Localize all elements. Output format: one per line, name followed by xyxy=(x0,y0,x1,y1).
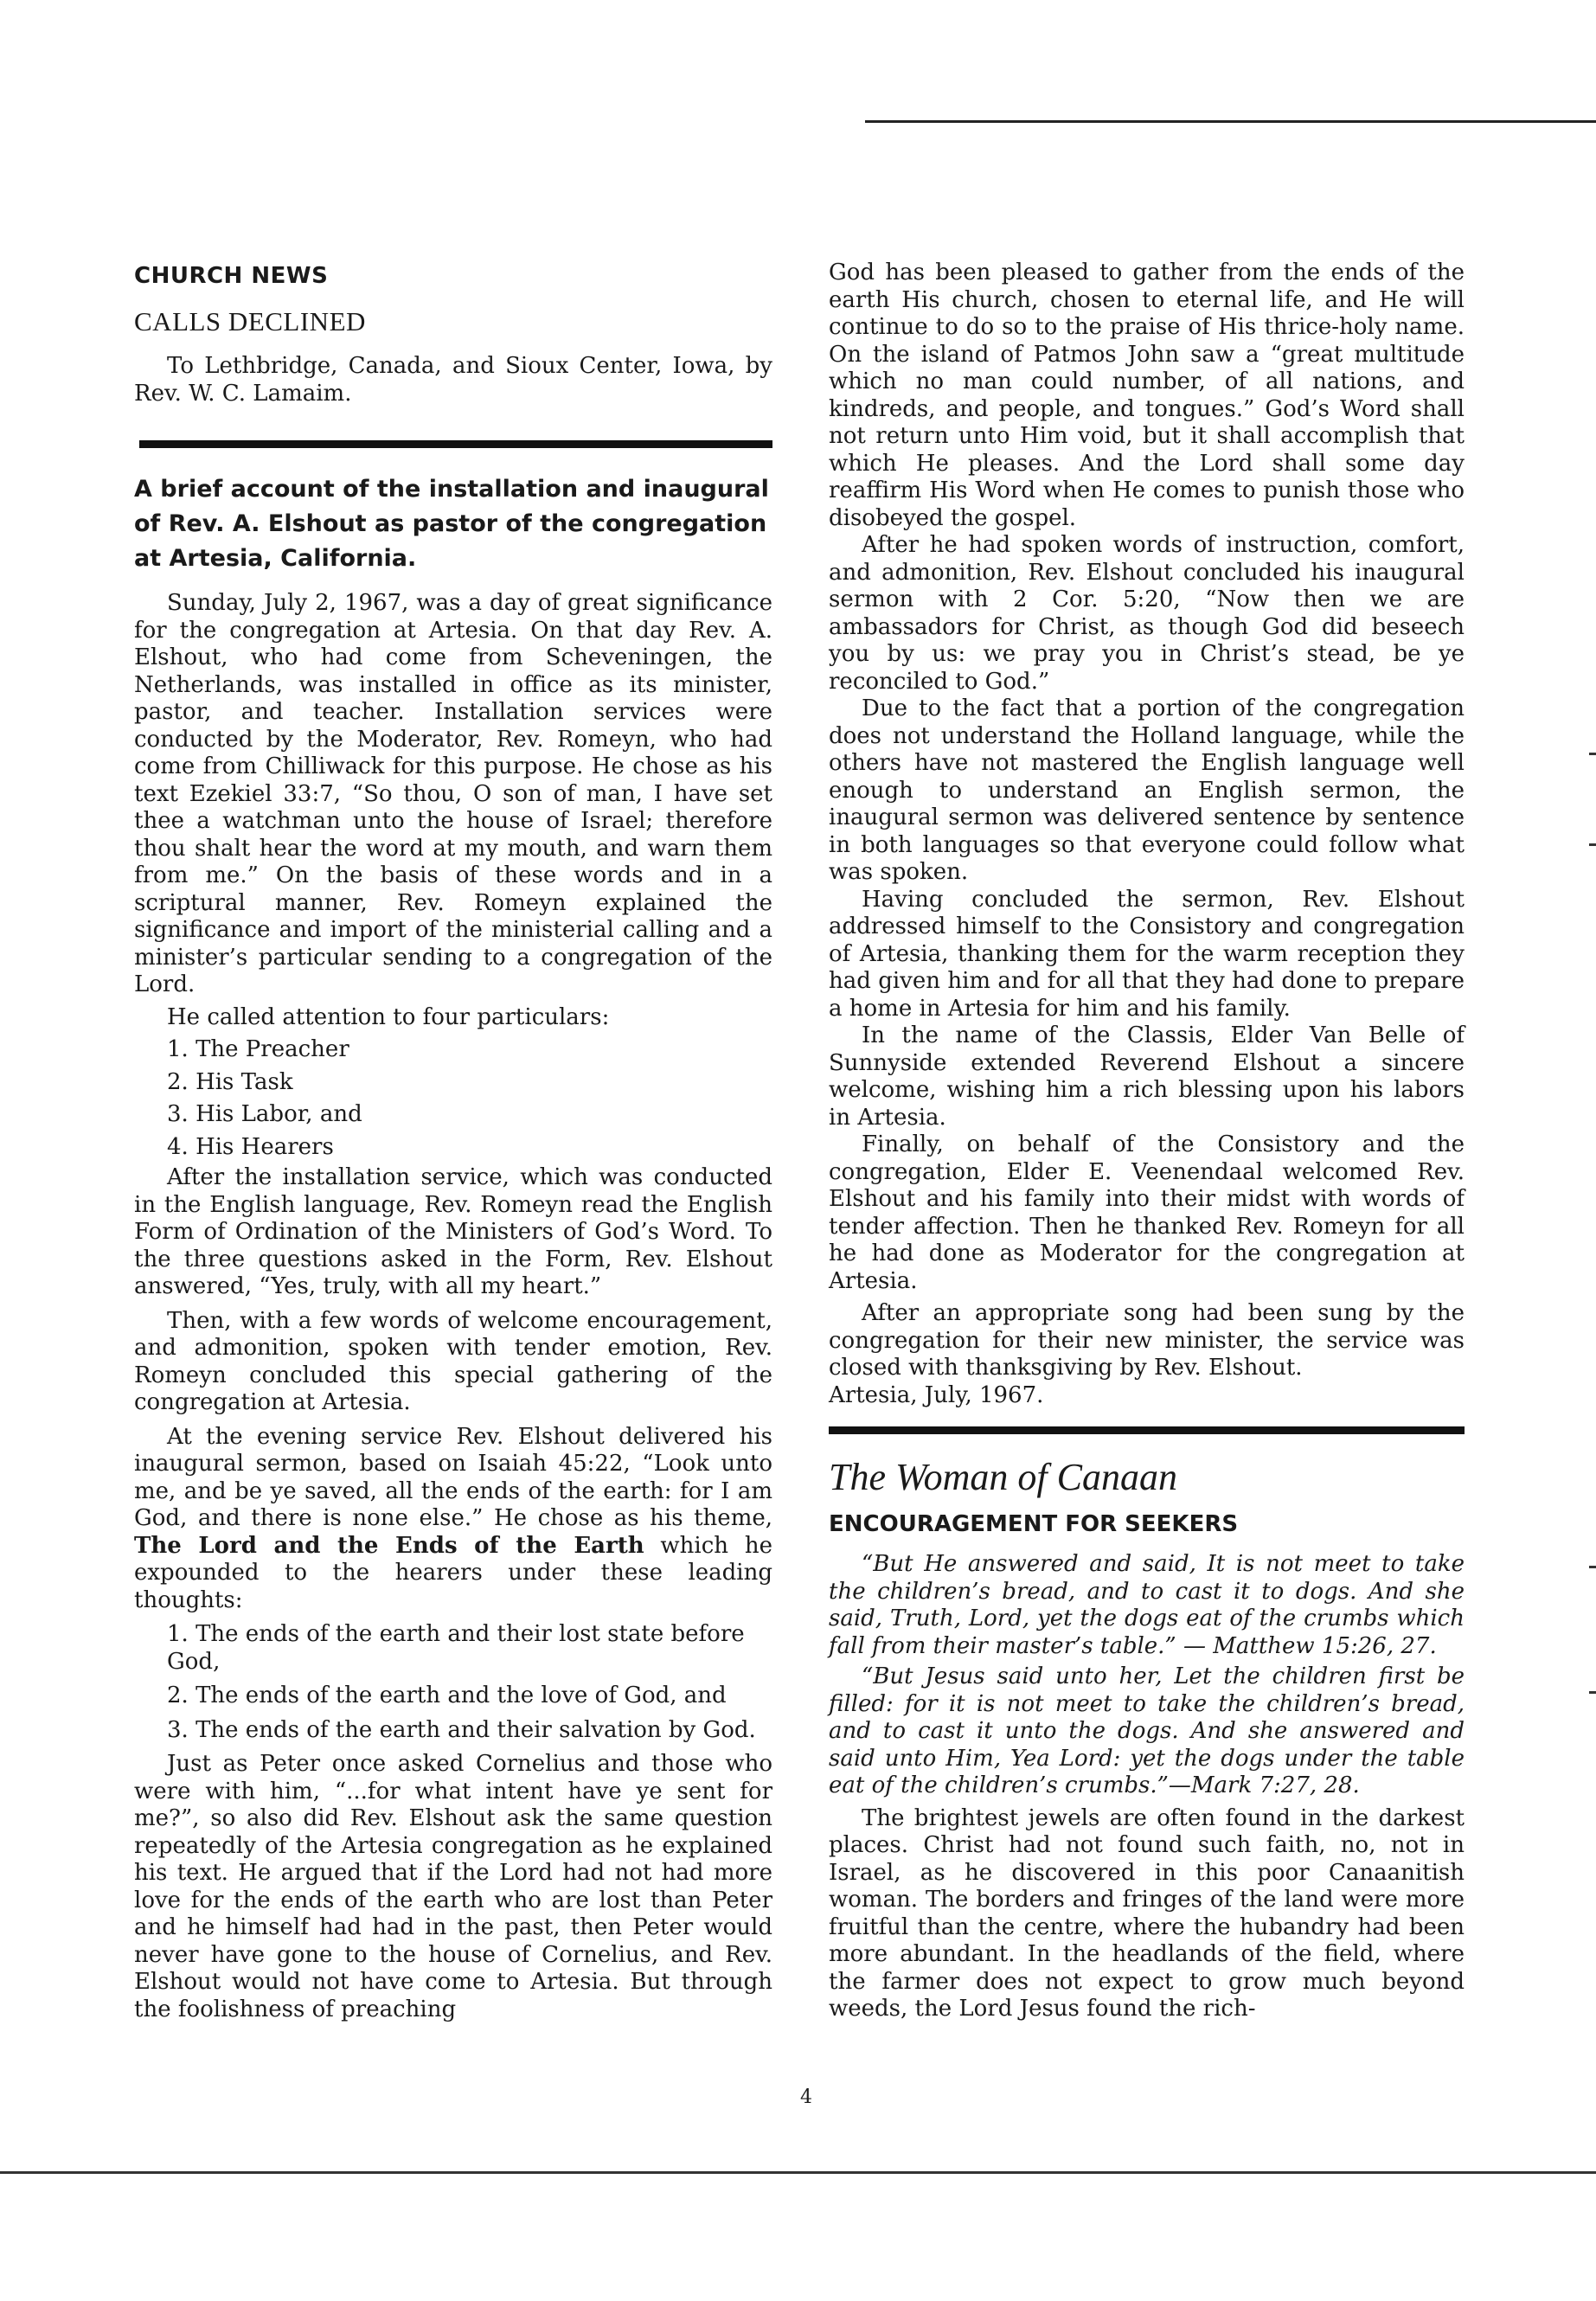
list-item: 1. The ends of the earth and their lost state before God, xyxy=(167,1621,745,1675)
edge-mark xyxy=(1589,1691,1596,1694)
paragraph: God has been pleased to gather from the ends of the earth His church, chosen to eternal life, and He will continue to do so to the praise of His thrice-holy name. On the island of Patmos John saw a “great multitude which no man could number, of all nations, and kindreds, and people, and tongues.” God’s Word shall not return unto Him void, but it shall accomplish that which He pleases. And the Lord shall some day reaffirm His Word when He comes to punish those who disobeyed the gospel. xyxy=(829,260,1465,531)
right-column xyxy=(829,260,1465,2023)
paragraph: After he had spoken words of instruction, comfort, and admonition, Rev. Elshout concluded his inaugural sermon with 2 Cor. 5:20, “Now then we are ambassadors for Christ, as though God did beseech you by us: we pray you in Christ’s stead, be ye reconciled to God.” xyxy=(829,532,1465,695)
dateline: Artesia, July, 1967. xyxy=(829,1381,1044,1408)
divider xyxy=(829,1426,1465,1434)
top-rule xyxy=(865,120,1596,123)
paragraph: Just as Peter once asked Cornelius and those who were with him, “...for what intent have ye sent for me?”, so also did Rev. Elshout ask the same question repeatedly of the Artesia congregation as he explained his text. He argued that if the Lord had not had more love for the ends of the earth who are lost than Peter and he himself had had in the past, then Peter would never have gone to the house of Cornelius, and Rev. Elshout would not have come to Artesia. But through the foolishness of preaching xyxy=(134,1751,772,2022)
list-item: 3. The ends of the earth and their salvation by God. xyxy=(167,1716,756,1743)
section-header-church-news: CHURCH NEWS xyxy=(134,263,329,289)
list-item: 4. His Hearers xyxy=(167,1133,334,1160)
paragraph: The brightest jewels are often found in the darkest places. Christ had not found such faith, no, not in Israel, as he discovered in this poor Canaanitish woman. The borders and fringes of the land were more fruitful than the centre, where the hubandry had been more abundant. In the headlands of the field, where the farmer does not expect to grow much beyond weeds, the Lord Jesus found the rich- xyxy=(829,1804,1465,2022)
feature-title: The Woman of Canaan xyxy=(829,1456,1177,1498)
scripture-quote: “But Jesus said unto her, Let the children first be filled: for it is not meet to take the children’s bread, and to cast it unto the dogs. And she answered and said unto Him, Yea Lord: yet the dogs under the table eat of the children’s crumbs.”—Mark 7:27, 28. xyxy=(829,1663,1465,1798)
divider xyxy=(139,440,772,448)
paragraph: Sunday, July 2, 1967, was a day of great significance for the congregation at Artesia. On that day Rev. A. Elshout, who had come from Scheveningen, the Netherlands, was installed in office as its minister, pastor, and teacher. Installation services were conducted by the Moderator, Rev. Romeyn, who had come from Chilliwack for this purpose. He chose as his text Ezekiel 33:7, “So thou, O son of man, I have set thee a watchman unto the house of Israel; therefore thou shalt hear the word at my mouth, and warn them from me.” On the basis of these words and in a scriptural manner, Rev. Romeyn explained the significance and import of the ministerial calling and a minister’s particular sending to a congregation of the Lord. xyxy=(134,590,772,997)
paragraph: Having concluded the sermon, Rev. Elshout addressed himself to the Consistory and congregation of Artesia, thanking them for the warm reception they had given him and for all that they had done to prepare a home in Artesia for him and his family. xyxy=(829,886,1465,1022)
list-item: 2. The ends of the earth and the love of God, and xyxy=(167,1682,727,1708)
paragraph: He called attention to four particulars: xyxy=(167,1003,610,1030)
list-item: 2. His Task xyxy=(167,1068,293,1095)
edge-mark xyxy=(1589,1566,1596,1568)
paragraph: Then, with a few words of welcome encouragement, and admonition, spoken with tender emotion, Rev. Romeyn concluded this special gathering of the congregation at Artesia. xyxy=(134,1307,772,1415)
paragraph: Finally, on behalf of the Consistory and the congregation, Elder E. Veenendaal welcomed Rev. Elshout and his family into their midst with words of tender affection. Then he thanked Rev. Romeyn for all he had done as Moderator for the congregation at Artesia. xyxy=(829,1131,1465,1294)
paragraph-text: At the evening service Rev. Elshout delivered his inaugural sermon, based on Isaiah 45:22, “Look unto me, and be ye saved, all the ends of the earth: for I am God, and there is none else.” He chose as his theme, xyxy=(134,1423,772,1531)
paragraph-text: which he expounded to the hearers under these leading thoughts: xyxy=(134,1532,772,1613)
calls-declined-heading: CALLS DECLINED xyxy=(134,306,366,336)
paragraph: Due to the fact that a portion of the congregation does not understand the Holland language, while the others have not mastered the English language well enough to understand an English sermon, the inaugural sermon was delivered sentence by sentence in both languages so that everyone could follow what was spoken. xyxy=(829,695,1465,885)
feature-subtitle: ENCOURAGEMENT FOR SEEKERS xyxy=(829,1511,1239,1537)
paragraph: After an appropriate song had been sung by the congregation for their new minister, the service was closed with thanksgiving by Rev. Elshout. xyxy=(829,1300,1465,1381)
bottom-rule xyxy=(0,2171,1596,2174)
list-item: 1. The Preacher xyxy=(167,1036,349,1062)
article-title: A brief account of the installation and inaugural of Rev. A. Elshout as pastor of the congregation at Artesia, California. xyxy=(134,476,769,572)
edge-mark xyxy=(1589,843,1596,846)
edge-mark xyxy=(1589,753,1596,755)
sermon-theme: The Lord and the Ends of the Earth xyxy=(134,1532,644,1559)
calls-declined-text: To Lethbridge, Canada, and Sioux Center, Iowa, by Rev. W. C. Lamaim. xyxy=(134,353,772,407)
page-number: 4 xyxy=(800,2086,812,2108)
left-column xyxy=(134,260,772,2023)
scripture-quote: “But He answered and said, It is not meet to take the children’s bread, and to cast it to dogs. And she said, Truth, Lord, yet the dogs eat of the crumbs which fall from their master’s table.” — Matthew 15:26, 27. xyxy=(829,1551,1465,1659)
paragraph: In the name of the Classis, Elder Van Belle of Sunnyside extended Reverend Elshout a sincere welcome, wishing him a rich blessing upon his labors in Artesia. xyxy=(829,1022,1465,1131)
paragraph: After the installation service, which was conducted in the English language, Rev. Romeyn read the English Form of Ordination of the Ministers of God’s Word. To the three questions asked in the Form, Rev. Elshout answered, “Yes, truly, with all my heart.” xyxy=(134,1164,772,1299)
paragraph xyxy=(134,1424,772,1615)
list-item: 3. His Labor, and xyxy=(167,1101,362,1127)
